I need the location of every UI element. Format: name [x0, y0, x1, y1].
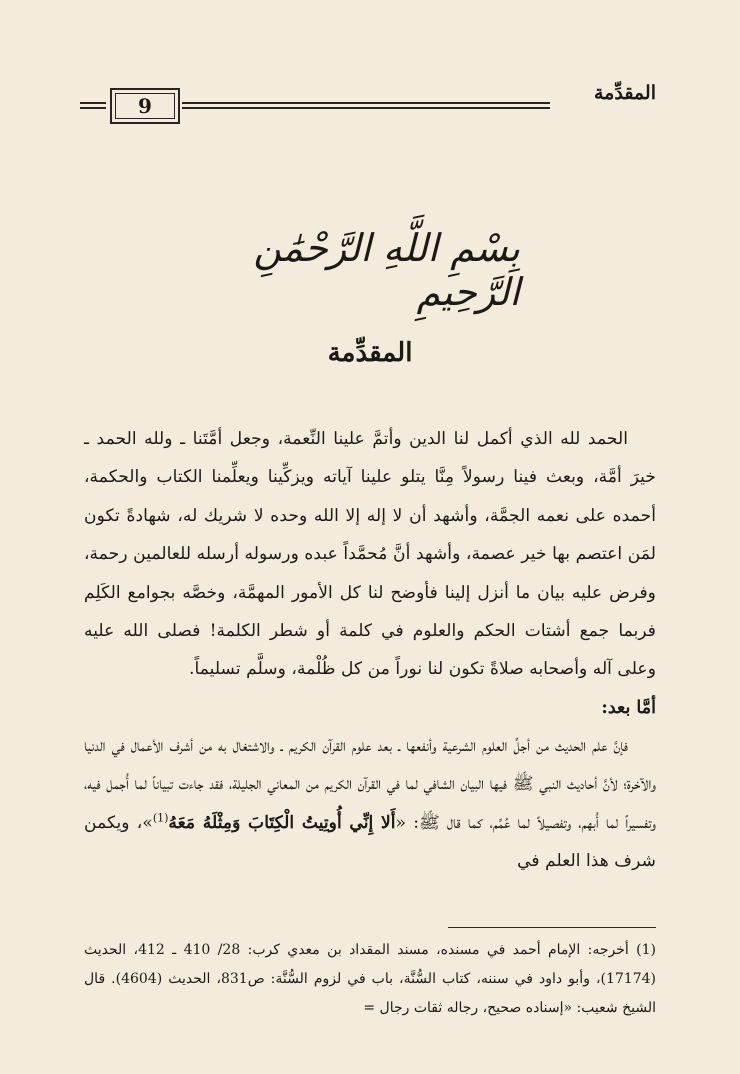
paragraph-text: فإنَّ علم الحديث من أجلِّ العلوم الشرعية وأنفعها ـ بعد علوم القرآن الكريم ـ والاشتغال به من أشرف الأعمال في الدنيا والآخرة؛ لأنَّ أحاديث النبي ﷺ فيها البيان الشافي لما في القرآن الكريم من المعاني الجليلة، فقد جاءت تبياناً لما أُجمل فيه، وتفسيراً لما أُبهم، وتفصيلاً لما عُمِّم، كما قال ﷺ: « [84, 735, 656, 833]
header-rule [80, 107, 106, 109]
paragraph [84, 727, 656, 881]
header-rule [182, 107, 550, 109]
footnotes [84, 936, 656, 1023]
running-header [80, 76, 656, 132]
running-head-title: المقدِّمة [593, 82, 656, 104]
page-number-text: 9 [138, 94, 152, 118]
main-text [84, 420, 656, 880]
paragraph-text: »، ويكمن شرف هذا العلم في [84, 812, 656, 872]
paragraph: الحمد لله الذي أكمل لنا الدين وأتمَّ علينا النِّعمة، وجعل أمَّتَنا ـ ولله الحمد ـ خيرَ أمَّة، وبعث فينا رسولاً مِنَّا يتلو علينا آياته ويزكِّينا ويعلِّمنا الكتاب والحكمة، أحمده على نعمه الجمَّة، وأشهد أن لا إله إلا الله وحده لا شريك له، شهادةً تكون لمَن اعتصم بها خير عصمة، وأشهد أنَّ مُحمَّداً عبده ورسوله أرسله للعالمين رحمة، وفرض عليه بيان ما أنزل إلينا فأوضح لنا كل الأمور المهمَّة، وخصَّه بجوامع الكَلِم فربما جمع أشتات الحكم والعلوم في كلمة أو شطر الكلمة! فصلى الله عليه وعلى آله وأصحابه صلاةً تكون لنا نوراً من كل ظُلْمة، وسلَّم تسليماً. [84, 429, 656, 680]
hadith-quote: أَلا إِنِّي أُوتِيتُ الْكِتَابَ وَمِثْلَهُ مَعَهُ [168, 812, 396, 833]
footnote-divider [448, 927, 656, 928]
page-number [110, 88, 180, 124]
amma-bad-heading: أمَّا بعد: [601, 697, 656, 718]
basmala-calligraphy: بِسْمِ اللَّهِ الرَّحْمَٰنِ الرَّحِيمِ [253, 226, 520, 314]
footnote: (1) أخرجه: الإمام أحمد في مسنده، مسند المقداد بن معدي كرب: 28/ 410 ـ 412، الحديث (17174)، وأبو داود في سننه، كتاب السُّنَّة، باب في لزوم السُّنَّة: ص831، الحديث (4604). قال الشيخ شعيب: «إسناده صحيح، رجاله ثقات رجال = [84, 942, 656, 1016]
header-rule [80, 102, 106, 104]
footnote-reference[interactable]: (1) [152, 810, 169, 824]
section-title: المقدِّمة [327, 338, 413, 368]
header-rule [182, 102, 550, 104]
